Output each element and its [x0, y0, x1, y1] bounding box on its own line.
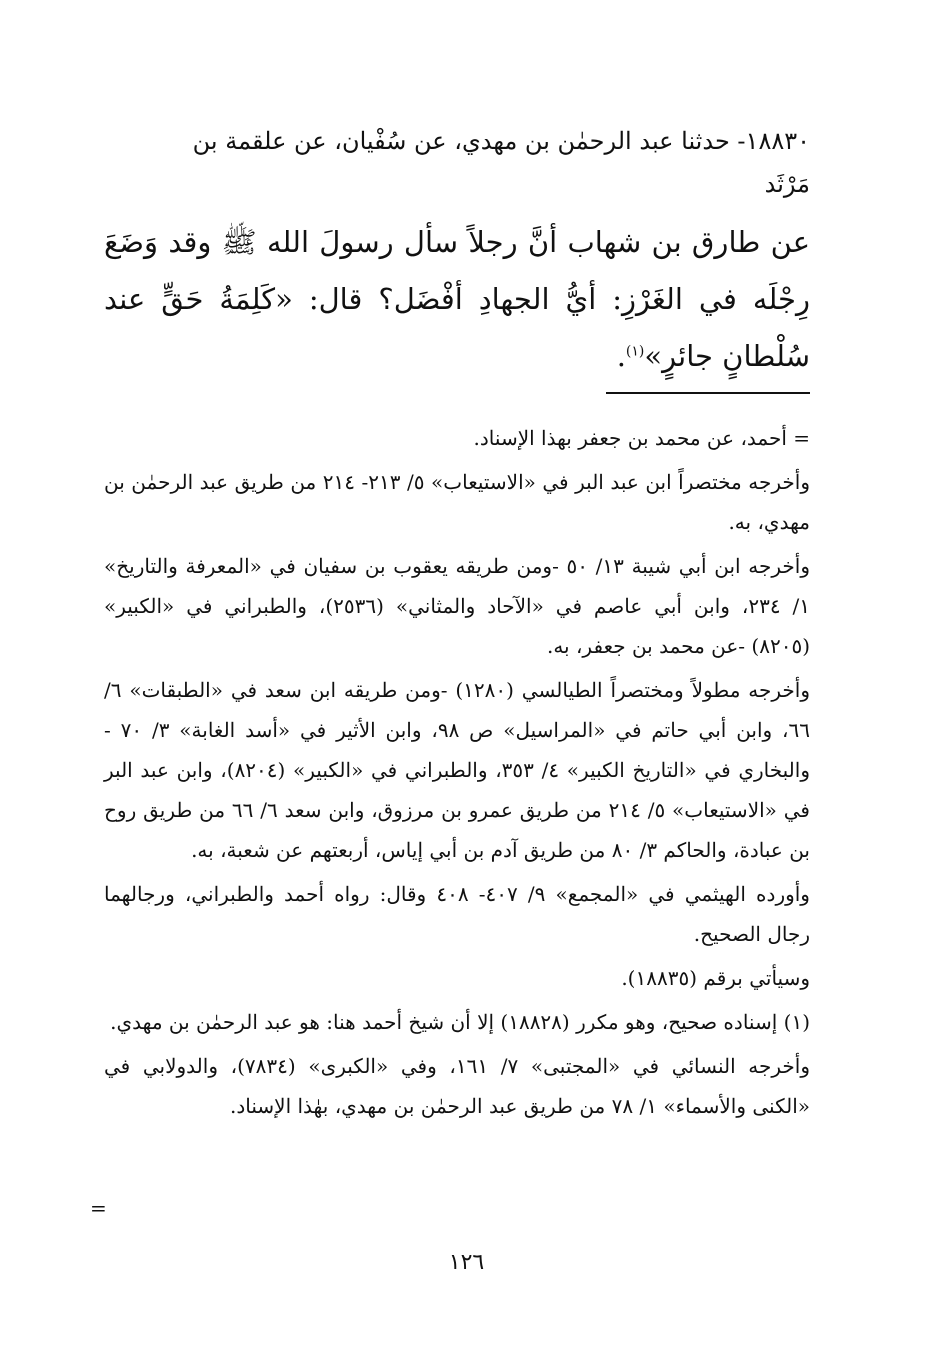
hadith-matn-end: .	[616, 339, 626, 373]
note-paragraph: وأخرجه مطولاً ومختصراً الطيالسي (١٢٨٠) -ومن طريقه ابن سعد في «الطبقات» ٦/ ٦٦، وابن أبي حاتم في «المراسيل» ص ٩٨، وابن الأثير في «أسد الغابة» ٣/ ٧٠ - والبخاري في «التاريخ الكبير» ٤/ ٣٥٣، والطبراني في «الكبير» (٨٢٠٤)، وابن عبد البر في «الاستيعاب» ٥/ ٢١٤ من طريق عمرو بن مرزوق، وابن سعد ٦/ ٦٦ من طريق روح بن عبادة، والحاكم ٣/ ٨٠ من طريق آدم بن أبي إياس، أربعتهم عن شعبة، به.	[104, 678, 811, 862]
hadith-matn-text: عن طارق بن شهاب أنَّ رجلاً سأل رسولَ الله ﷺ وقد وَضَعَ رِجْلَه في الغَرْزِ: أيُّ الجهادِ أفْضَل؟ قال: «كَلِمَةُ حَقٍّ عند سُلْطانٍ جائرٍ»	[104, 225, 810, 373]
hadith-matn	[104, 214, 810, 385]
note-paragraph: (١) إسناده صحيح، وهو مكرر (١٨٨٢٨) إلا أن شيخ أحمد هنا: هو عبد الرحمٰن بن مهدي.	[110, 1010, 810, 1034]
note-paragraph: وأخرجه مختصراً ابن عبد البر في «الاستيعاب» ٥/ ٢١٣- ٢١٤ من طريق عبد الرحمٰن بن مهدي، به.	[104, 470, 810, 534]
note-paragraph: وأورده الهيثمي في «المجمع» ٩/ ٤٠٧- ٤٠٨ وقال: رواه أحمد والطبراني، ورجالهما رجال الصحيح.	[104, 882, 810, 946]
hadith-isnad-line: ١٨٨٣٠- حدثنا عبد الرحمٰن بن مهدي، عن سُفْيان، عن علقمة بن	[192, 127, 810, 155]
note-paragraph: وأخرجه ابن أبي شيبة ١٣/ ٥٠ -ومن طريقه يعقوب بن سفيان في «المعرفة والتاريخ» ١/ ٢٣٤، وابن أبي عاصم في «الآحاد والمثاني» (٢٥٣٦)، والطبراني في «الكبير» (٨٢٠٥) -عن محمد بن جعفر، به.	[104, 554, 810, 658]
hadith-isnad-continuation: مَرْثَد	[764, 170, 810, 198]
footnotes-block	[104, 418, 810, 1130]
page-number: ١٢٦	[448, 1250, 485, 1275]
hadith-text-block	[104, 118, 810, 385]
note-paragraph: = أحمد، عن محمد بن جعفر بهذا الإسناد.	[473, 426, 810, 450]
note-paragraph: وأخرجه النسائي في «المجتبى» ٧/ ١٦١، وفي «الكبرى» (٧٨٣٤)، والدولابي في «الكنى والأسماء» ١/ ٧٨ من طريق عبد الرحمٰن بن مهدي، بهٰذا الإسناد.	[104, 1054, 810, 1118]
continuation-marker: =	[90, 1196, 107, 1220]
footnote-separator	[606, 392, 810, 394]
footnote-reference: (١)	[625, 343, 645, 360]
note-paragraph: وسيأتي برقم (١٨٨٣٥).	[621, 966, 810, 990]
